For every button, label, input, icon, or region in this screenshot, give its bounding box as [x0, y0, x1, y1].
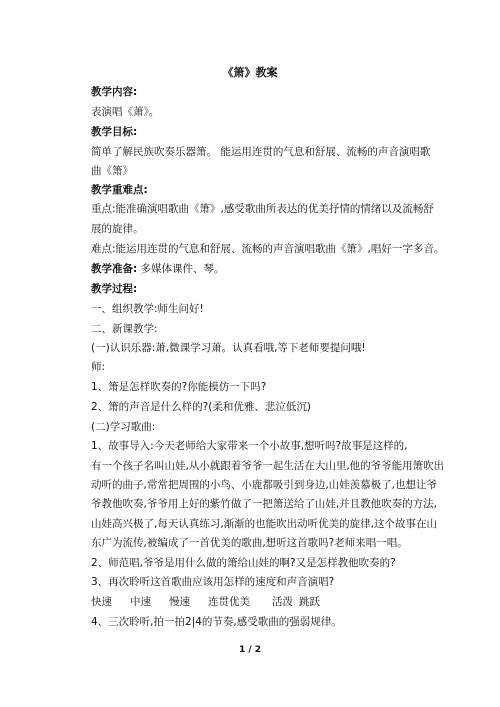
paragraph: (一)认识乐器:萧,微课学习萧。认真看哦,等下老师要提问哦! — [91, 342, 366, 354]
paragraph: 一、组织教学:师生问好! — [91, 303, 204, 315]
page-indicator: 1 / 2 — [238, 645, 262, 655]
paragraph: 重点:能准确演唱歌曲《箫》,感受歌曲所表达的优美抒情的情绪以及流畅舒 — [91, 203, 434, 215]
paragraph: 山娃高兴极了,每天认真练习,渐渐的也能吹出动听优美的旋律,这个故事在山 — [91, 518, 438, 530]
heading-teaching-content: 教学内容: — [91, 86, 138, 98]
paragraph: 展的旋律。 — [91, 223, 144, 235]
paragraph: 简单了解民族吹奏乐器箫。 能运用连贯的气息和舒展、流畅的声音演唱歌 — [91, 146, 431, 158]
paragraph: 爷教他吹奏,爷爷用上好的紫竹做了一把箫送给了山娃,并且教他吹奏的方法, — [91, 498, 438, 510]
tempo-option: 慢速 — [169, 596, 190, 608]
teaching-preparation — [91, 262, 225, 276]
tempo-option: 活泼 — [272, 596, 293, 608]
paragraph: 表演唱《萧》。 — [91, 106, 160, 118]
tempo-option: 连贯优美 — [208, 596, 250, 608]
paragraph: 东广为流传,被编成了一首优美的歌曲,想听这首歌吗?老师来唱一唱。 — [91, 537, 408, 549]
paragraph: 3、再次聆听这首歌曲应该用怎样的速度和声音演唱? — [91, 576, 335, 588]
tempo-options — [91, 595, 338, 609]
heading-key-points: 教学重难点: — [91, 184, 148, 196]
tempo-option: 中速 — [130, 596, 151, 608]
heading-teaching-goals: 教学目标: — [91, 126, 138, 138]
paragraph: 难点:能运用连贯的气息和舒展、流畅的声音演唱歌曲《箫》,唱好一字多音。 — [91, 243, 445, 255]
tempo-option: 快速 — [91, 596, 112, 608]
paragraph: 1、故事导入:今天老师给大家带来一个小故事,想听吗?故事是这样的, — [91, 440, 408, 452]
paragraph: 4、三次聆听,拍一拍2|4的节奏,感受歌曲的强弱规律。 — [91, 616, 342, 628]
paragraph: 二、新课教学: — [91, 323, 158, 335]
paragraph: 师: — [91, 361, 106, 373]
heading-teaching-process: 教学过程: — [91, 283, 138, 295]
paragraph: 2、师范唱,爷爷是用什么做的箫给山娃的啊?又是怎样教他吹奏的? — [91, 557, 396, 569]
paragraph: 有一个孩子名叫山娃,从小就跟着爷爷一起生活在大山里,他的爷爷能用箫吹出 — [91, 460, 445, 472]
tempo-option: 跳跃 — [299, 596, 320, 608]
paragraph: 曲《箫》 — [91, 165, 133, 177]
paragraph: 1、箫是怎样吹奏的?你能模仿一下吗? — [91, 381, 267, 393]
paragraph: 2、箫的声音是什么样的?(柔和优雅、悲泣低沉) — [91, 401, 311, 413]
paragraph: 动听的曲子,常常把周围的小鸟、小鹿都吸引到身边,山娃羡慕极了,也想让爷 — [91, 479, 438, 491]
heading-preparation: 教学准备: — [91, 263, 138, 275]
paragraph: (二)学习歌曲: — [91, 421, 156, 433]
preparation-value: 多媒体课件、琴。 — [137, 263, 225, 275]
document-title: 《箫》教案 — [222, 66, 278, 79]
